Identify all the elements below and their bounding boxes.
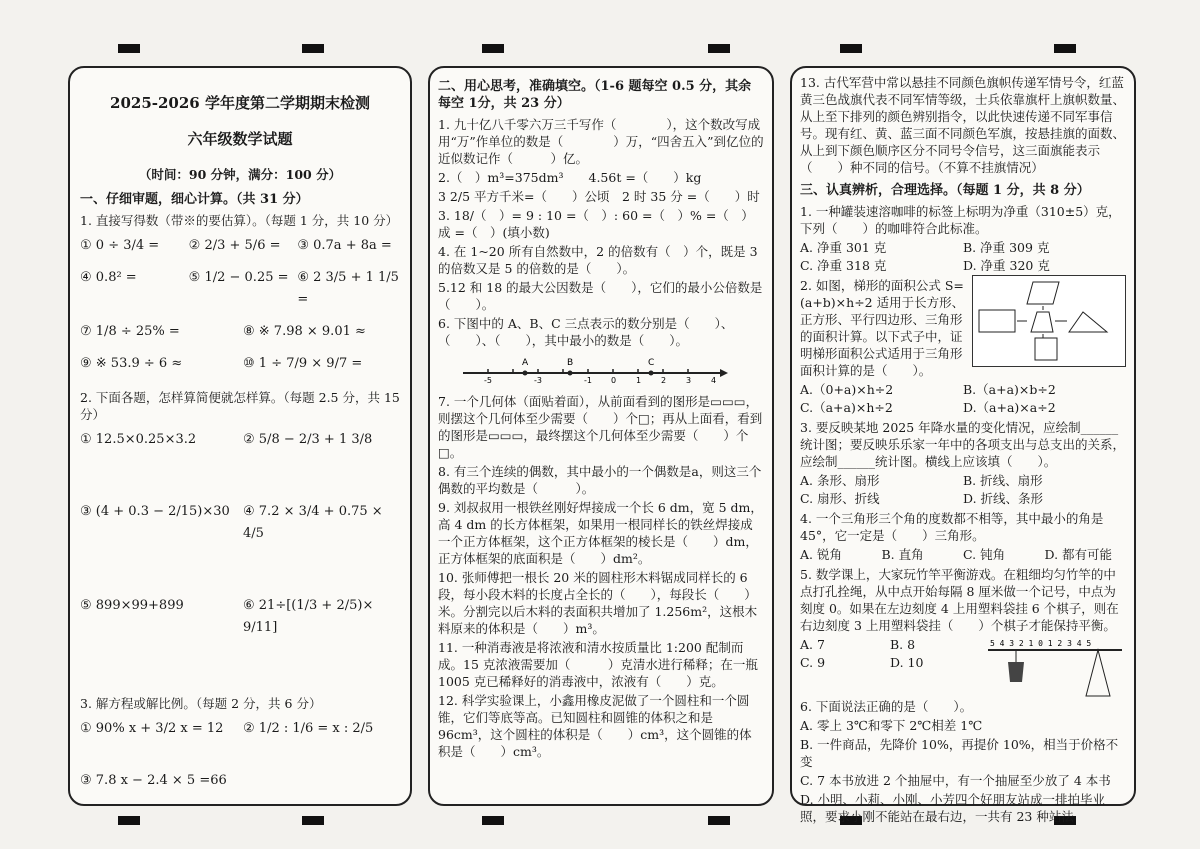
calc-row	[80, 321, 400, 343]
fill-item: 12. 科学实验课上，小鑫用橡皮泥做了一个圆柱和一个圆锥，它们等底等高。已知圆柱和圆锥的体积之和是 96cm³，这个圆柱的体积是（ ）cm³，这个圆锥的体积是（ ）cm³。	[438, 693, 752, 759]
point-label: C	[648, 358, 655, 368]
choice-options	[800, 381, 1126, 399]
column-middle	[428, 66, 774, 806]
fill-item: 3. 18/（ ）= 9 : 10 =（ ）: 60 =（ ）% =（ ）成 =（ ）(填小数)	[438, 208, 754, 240]
tick-label: 3	[686, 376, 692, 385]
equation-item: ③ 7.8 x − 2.4 × 5 =66	[80, 773, 227, 788]
calc-row	[80, 267, 400, 311]
choice-options	[800, 472, 1126, 490]
choice-option: A.（0+a)×h÷2	[800, 382, 894, 397]
choice-option: C. 净重 318 克	[800, 258, 887, 273]
simplify-row	[80, 429, 400, 451]
choice-option: D. 10	[890, 655, 924, 670]
column-left	[68, 66, 412, 806]
choice-option: B. 8	[890, 637, 916, 652]
simplify-item: ③ (4 + 0.3 − 2/15)×30	[80, 504, 230, 519]
registration-mark	[482, 44, 504, 53]
choice-options	[800, 399, 1126, 417]
tick-label: 2	[661, 376, 667, 385]
number-line-svg	[458, 353, 728, 383]
simplify-row	[80, 501, 400, 545]
question-3-prompt: 3. 解方程或解比例。（每题 2 分，共 6 分）	[80, 696, 322, 711]
choice-option: D. 小明、小莉、小刚、小芳四个好朋友站成一排拍毕业照，要求小刚不能站在最右边，一共有 23 种站法	[800, 792, 1106, 824]
calc-item: ⑧ ※ 7.98 × 9.01 ≈	[243, 324, 366, 339]
tick-label: -5	[484, 376, 492, 385]
simplify-item: ② 5/8 − 2/3 + 1 3/8	[243, 432, 373, 447]
choice-question: 4. 一个三角形三个角的度数都不相等，其中最小的角是 45°，它一定是（ ）三角形。	[800, 511, 1108, 543]
calc-item: ⑤ 1/2 − 0.25 =	[188, 270, 289, 285]
choice-question: 3. 要反映某地 2025 年降水量的变化情况，应绘制______统计图；要反映乐乐家一年中的各项支出与总支出的关系，应绘制______统计图。横线上应该填（ ）。	[800, 420, 1126, 469]
section-2-heading: 二、用心思考，准确填空。（1-6 题每空 0.5 分，其余每空 1分，共 23 分）	[438, 79, 752, 111]
tick-label: 4	[711, 376, 717, 385]
calc-item: ⑨ ※ 53.9 ÷ 6 ≈	[80, 356, 183, 371]
equation-row	[80, 770, 400, 792]
choice-option: C. 7 本书放进 2 个抽屉中，有一个抽屉至少放了 4 本书	[800, 773, 1111, 788]
choice-options	[800, 636, 980, 654]
scale-marks: 5 4 3 2 1 0 1 2 3 4 5	[990, 639, 1092, 648]
number-line	[458, 353, 764, 387]
section-1-heading: 一、仔细审题，细心计算。（共 31 分）	[80, 192, 309, 207]
choice-question: 2. 如图，梯形的面积公式 S=(a+b)×h÷2 适用于长方形、正方形、平行四边形、三角形的面积计算。以下式子中，证明梯形面积公式适用于三角形面积计算的是（ ）。	[800, 278, 965, 378]
choice-option: B. 直角	[881, 547, 924, 562]
choice-option: C. 9	[800, 655, 826, 670]
tick-label: 1	[636, 376, 642, 385]
choice-option: A. 零上 3℃和零下 2℃相差 1℃	[800, 718, 983, 733]
choice-option: B. 一件商品，先降价 10%，再提价 10%，相当于价格不变	[800, 737, 1119, 769]
balance-scale-diagram	[986, 636, 1126, 698]
simplify-item: ⑥ 21÷[(1/3 + 2/5)× 9/11]	[243, 598, 374, 635]
fill-item: 11. 一种消毒液是将浓液和清水按质量比 1:200 配制而成。15 克浓液需要加（ ）克清水进行稀释；在一瓶 1005 克已稀释好的消毒液中，浓液有（ ）克。	[438, 640, 762, 689]
tick-label: -3	[534, 376, 542, 385]
equation-item: ② 1/2 : 1/6 = x : 2/5	[243, 721, 374, 736]
registration-mark	[482, 816, 504, 825]
registration-mark	[708, 816, 730, 825]
fill-item: 10. 张师傅把一根长 20 米的圆柱形木料锯成同样长的 6 段，每小段木料的长度占全长的（ ），每段长（ ）米。分割完以后木料的表面积共增加了 1.256m²，这根木料原来的体积是（ ）m³。	[438, 570, 758, 636]
choice-question: 6. 下面说法正确的是（ ）。	[800, 699, 973, 714]
choice-option: D.（a+a)×a÷2	[963, 400, 1056, 415]
calc-row	[80, 353, 400, 375]
choice-option: D. 净重 320 克	[963, 258, 1050, 273]
choice-option: D. 都有可能	[1044, 547, 1113, 562]
tick-label: 0	[611, 376, 617, 385]
calc-item: ② 2/3 + 5/6 =	[188, 238, 281, 253]
simplify-item: ④ 7.2 × 3/4 + 0.75 × 4/5	[243, 504, 383, 541]
equation-item: ① 90% x + 3/2 x = 12	[80, 721, 224, 736]
choice-options	[800, 654, 980, 672]
choice-option: A. 7	[800, 637, 825, 652]
trapezoid-formula-diagram	[972, 275, 1126, 367]
choice-option: A. 锐角	[800, 547, 842, 562]
question-2-prompt: 2. 下面各题，怎样算简便就怎样算。（每题 2.5 分，共 15 分）	[80, 390, 404, 422]
simplify-item: ⑤ 899×99+899	[80, 598, 184, 613]
fill-item: 2.（ ）m³=375dm³ 4.56t =（ ）kg	[438, 170, 702, 185]
choice-option: C. 扇形、折线	[800, 491, 880, 506]
registration-mark	[302, 816, 324, 825]
question-1-prompt: 1. 直接写得数（带※的要估算）。（每题 1 分，共 10 分）	[80, 213, 399, 228]
choice-option: B.（a+a)×b÷2	[963, 382, 1056, 397]
fill-item: 9. 刘叔叔用一根铁丝刚好焊接成一个长 6 dm，宽 5 dm，高 4 dm 的长方体框架，如果用一根同样长的铁丝焊接成一个正方体框架，这个正方体框架的棱长是（ ）dm，正方体框架的底面积是（ ）dm²。	[438, 500, 763, 566]
equation-row	[80, 718, 400, 740]
fill-item: 4. 在 1~20 所有自然数中，2 的倍数有（ ）个，既是 3 的倍数又是 5 的倍数的是（ ）。	[438, 244, 762, 276]
calc-item: ④ 0.8² =	[80, 270, 137, 285]
calc-item: ⑩ 1 ÷ 7/9 × 9/7 =	[243, 356, 363, 371]
choice-option: C. 钝角	[963, 547, 1006, 562]
simplify-row	[80, 595, 400, 639]
choice-option: A. 净重 301 克	[800, 240, 887, 255]
registration-mark	[302, 44, 324, 53]
choice-question: 5. 数学课上，大家玩竹竿平衡游戏。在粗细均匀竹竿的中点打孔拴绳，从中点开始每隔 8 厘米做一个记号，中点为刻度 0。如果在左边刻度 4 上用塑料袋挂 6 个棋子，则在右边刻度 3 上用塑料袋挂（ ）个棋子才能保持平衡。	[800, 567, 1119, 633]
fill-item: 5.12 和 18 的最大公因数是（ ），它们的最小公倍数是（ ）。	[438, 280, 763, 312]
choice-options	[800, 546, 1126, 564]
choice-option: C.（a+a)×h÷2	[800, 400, 893, 415]
calc-item: ① 0 ÷ 3/4 =	[80, 238, 160, 253]
tick-label: -1	[584, 376, 592, 385]
registration-mark	[840, 44, 862, 53]
choice-option: B. 净重 309 克	[963, 240, 1050, 255]
choice-options	[800, 490, 1126, 508]
fill-item: 8. 有三个连续的偶数，其中最小的一个偶数是a，则这三个偶数的平均数是（ ）。	[438, 464, 762, 496]
registration-mark	[708, 44, 730, 53]
choice-options	[800, 257, 1126, 275]
calc-item: ⑦ 1/8 ÷ 25% =	[80, 324, 180, 339]
fill-item-13: 13. 古代军营中常以悬挂不同颜色旗帜传递军情号令，红蓝黄三色战旗代表不同军情等级，士兵依靠旗杆上旗帜数量、从上至下排列的颜色辨别指令，以此快速传递不同军事信号。现有红、黄、蓝三面不同颜色军旗，按悬挂旗的面数、从上到下颜色顺序区分不同号令信号，这三面旗能表示（ ）种不同的信号。（不算不挂旗情况）	[800, 75, 1126, 175]
calc-item: ⑥ 2 3/5 + 1 1/5 =	[297, 270, 399, 307]
registration-mark	[118, 44, 140, 53]
fill-item: 3 2/5 平方千米=（ ）公顷 2 时 35 分 =（ ）时	[438, 189, 760, 204]
point-label: B	[567, 358, 574, 368]
column-right	[790, 66, 1136, 824]
registration-mark	[1054, 44, 1076, 53]
exam-title: 2025-2026 学年度第二学期期末检测	[110, 94, 370, 112]
fill-item: 7. 一个几何体（面贴着面），从前面看到的图形是▭▭▭，则摆这个几何体至少需要（ ）个□；再从上面看，看到的图形是▭▭▭，最终摆这个几何体至少需要（ ）个□。	[438, 394, 763, 460]
exam-subtitle: 六年级数学试题	[187, 130, 293, 148]
choice-option: D. 折线、条形	[963, 491, 1044, 506]
choice-options	[800, 239, 1126, 257]
section-3-heading: 三、认真辨析，合理选择。（每题 1 分，共 8 分）	[800, 183, 1090, 198]
calc-item: ③ 0.7a + 8a =	[297, 238, 392, 253]
point-label: A	[522, 358, 529, 368]
exam-meta: （时间：90 分钟，满分：100 分）	[138, 167, 342, 182]
choice-option: B. 折线、扇形	[963, 473, 1043, 488]
choice-question: 1. 一种罐装速溶咖啡的标签上标明为净重（310±5）克，下列（ ）的咖啡符合此标准。	[800, 204, 1121, 236]
simplify-item: ① 12.5×0.25×3.2	[80, 432, 197, 447]
calc-row	[80, 235, 400, 257]
choice-option: A. 条形、扇形	[800, 473, 880, 488]
fill-item: 1. 九十亿八千零六万三千写作（ ），这个数改写成用“万”作单位的数是（ ）万，“四舍五入”到亿位的近似数记作（ ）亿。	[438, 117, 764, 166]
fill-item: 6. 下图中的 A、B、C 三点表示的数分别是（ ）、（ ）、（ ），其中最小的数是（ ）。	[438, 316, 734, 348]
registration-mark	[118, 816, 140, 825]
